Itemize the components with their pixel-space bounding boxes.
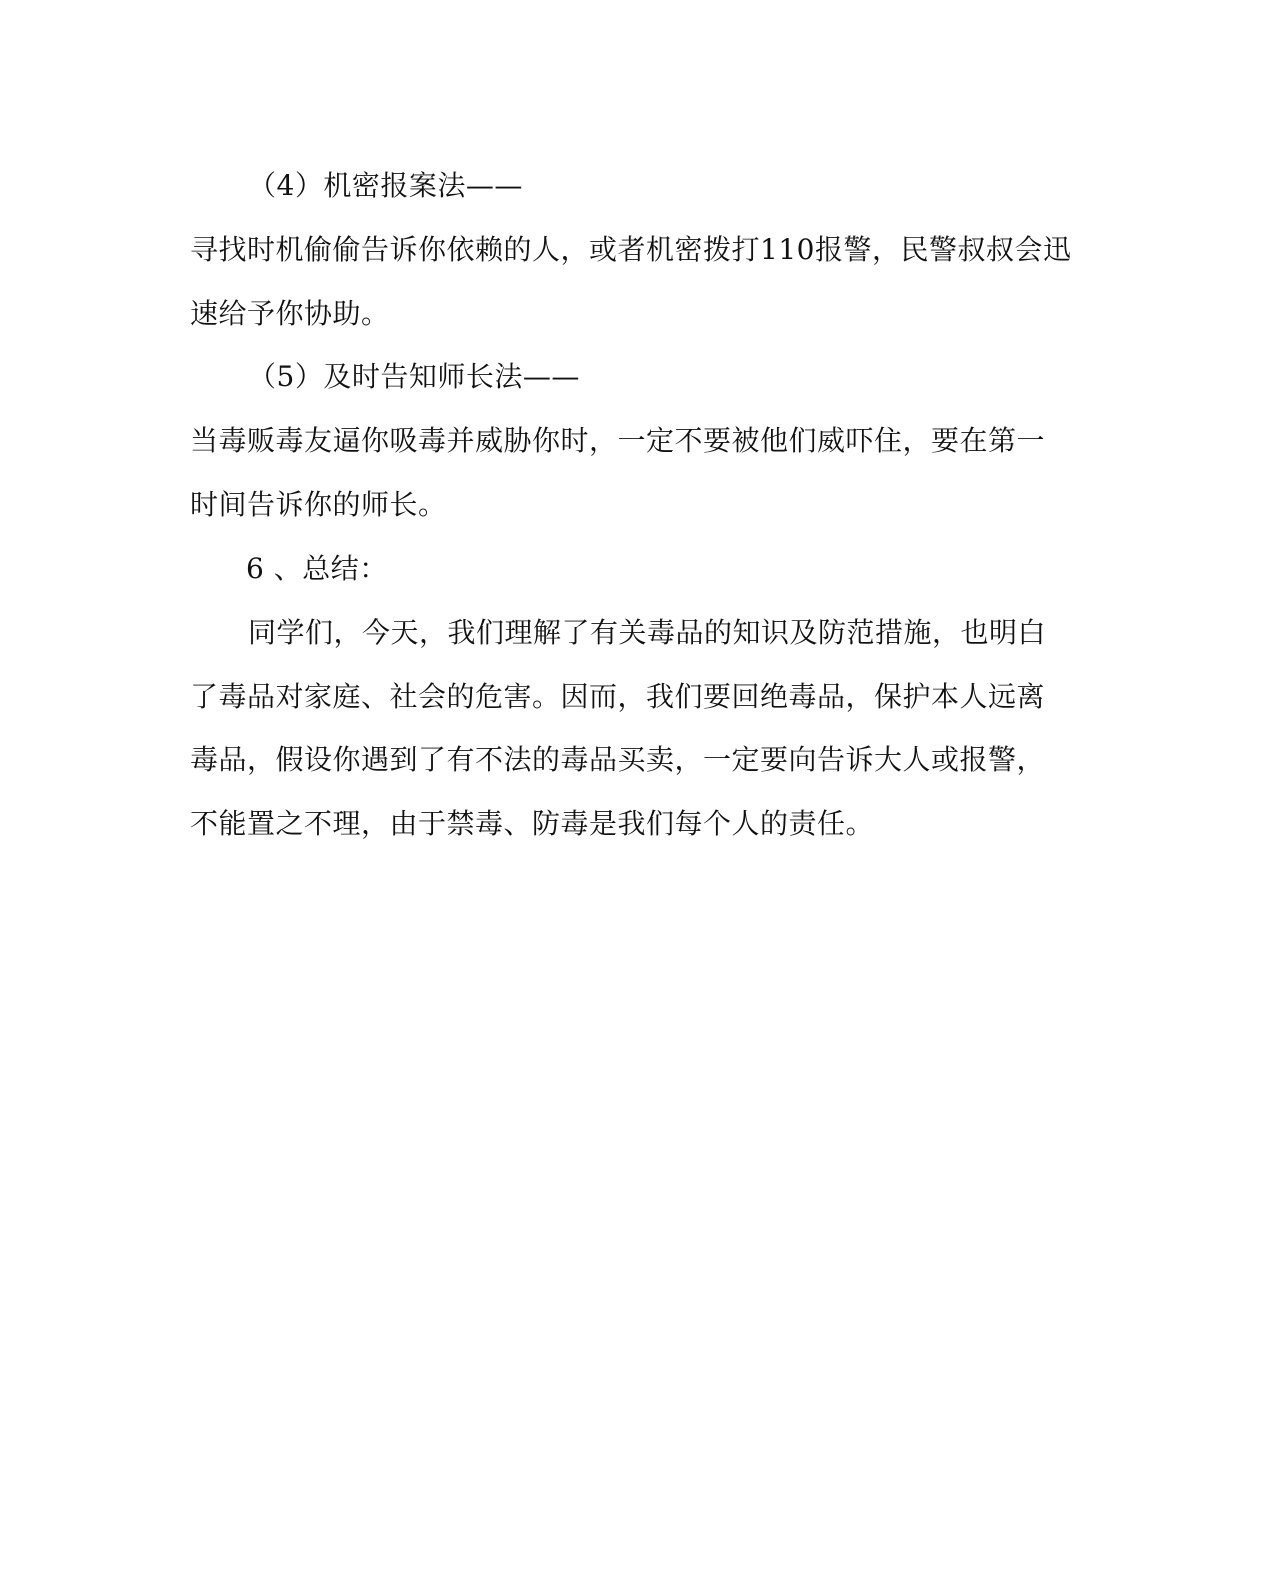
paragraph-line: 寻找时机偷偷告诉你依赖的人，或者机密拨打110报警，民警叔叔会迅 xyxy=(190,233,1072,266)
paragraph-line: 当毒贩毒友逼你吸毒并威胁你时，一定不要被他们威吓住，要在第一 xyxy=(190,424,1046,457)
section-heading-summary: 6 、总结： xyxy=(246,552,388,585)
paragraph-line: 毒品，假设你遇到了有不法的毒品买卖，一定要向告诉大人或报警， xyxy=(190,743,1046,776)
paragraph-line: 不能置之不理，由于禁毒、防毒是我们每个人的责任。 xyxy=(190,807,875,840)
paragraph-line: 同学们，今天，我们理解了有关毒品的知识及防范措施，也明白 xyxy=(248,616,1047,649)
paragraph-line: 时间告诉你的师长。 xyxy=(190,488,447,521)
paragraph-line: 速给予你协助。 xyxy=(190,297,390,330)
subheading-tell-teachers: （5）及时告知师长法—— xyxy=(248,360,580,393)
paragraph-line: 了毒品对家庭、社会的危害。因而，我们要回绝毒品，保护本人远离 xyxy=(190,680,1046,713)
subheading-confidential-report: （4）机密报案法—— xyxy=(248,169,523,202)
